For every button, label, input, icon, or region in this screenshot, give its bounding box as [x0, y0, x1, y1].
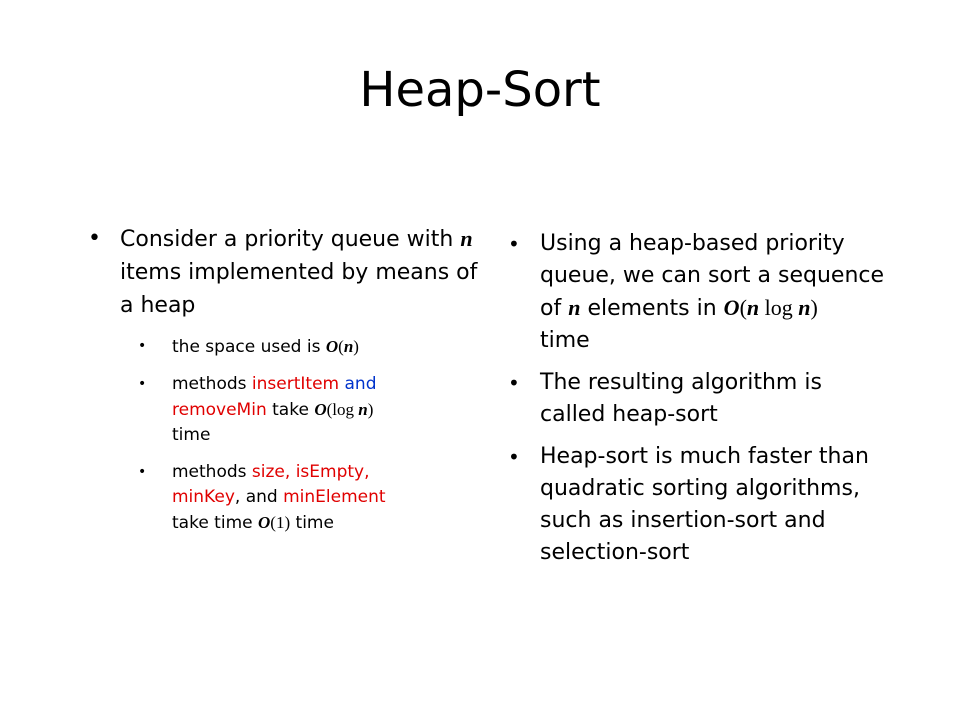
bullet-dot: •	[88, 226, 101, 251]
bullet-much-faster	[508, 441, 888, 569]
bullet-dot: •	[138, 376, 147, 392]
text: The resulting algorithm is called heap-sort	[540, 370, 822, 427]
bullet-dot: •	[138, 464, 147, 480]
math-expression: O(n log n)	[723, 295, 818, 320]
bullet-dot: •	[508, 232, 520, 256]
text: , and	[234, 487, 284, 507]
right-bullet-list	[508, 228, 888, 569]
bullet-heap-based-sort	[508, 228, 888, 357]
text: methods	[172, 374, 252, 394]
slide-title: Heap-Sort	[359, 62, 601, 118]
left-bullet-list	[88, 222, 488, 536]
bullet-resulting-algorithm	[508, 367, 888, 431]
right-column	[508, 228, 888, 579]
math-expression: O(n)	[325, 337, 359, 356]
text: the space used is	[172, 337, 326, 357]
subbullet-space-used	[138, 334, 488, 360]
text: time	[290, 513, 334, 533]
text: items implemented by means of a heap	[120, 260, 478, 318]
text: Using a heap-based priority queue, we can sort a sequence of	[540, 231, 885, 321]
math-n: n	[568, 295, 581, 320]
text: Consider a priority queue with	[120, 227, 461, 252]
text: Heap-sort is much faster than quadratic sorting algorithms, such as insertion-sort and selection-sort	[540, 444, 869, 565]
math-n: n	[460, 226, 473, 251]
bullet-dot: •	[508, 371, 520, 395]
subbullet-insert-remove	[138, 372, 488, 448]
text: take time	[172, 513, 258, 533]
text: take	[266, 400, 315, 420]
method-removemin: removeMin	[172, 400, 267, 420]
bullet-dot: •	[138, 338, 147, 354]
text-and: and	[339, 374, 377, 394]
method-size-isempty: size, isEmpty,	[251, 462, 370, 482]
text: elements in	[580, 296, 724, 321]
method-minelement: minElement	[283, 487, 386, 507]
text: methods	[172, 462, 252, 482]
bullet-dot: •	[508, 445, 520, 469]
text: time	[540, 328, 590, 353]
bullet-priority-queue	[88, 222, 488, 322]
text: time	[172, 425, 211, 445]
math-expression: O(1)	[258, 513, 291, 532]
method-insertitem: insertItem	[251, 374, 340, 394]
left-column	[88, 222, 488, 536]
subbullet-size-isempty	[138, 460, 488, 536]
math-expression: O(log n)	[314, 400, 374, 419]
method-minkey: minKey	[172, 487, 235, 507]
